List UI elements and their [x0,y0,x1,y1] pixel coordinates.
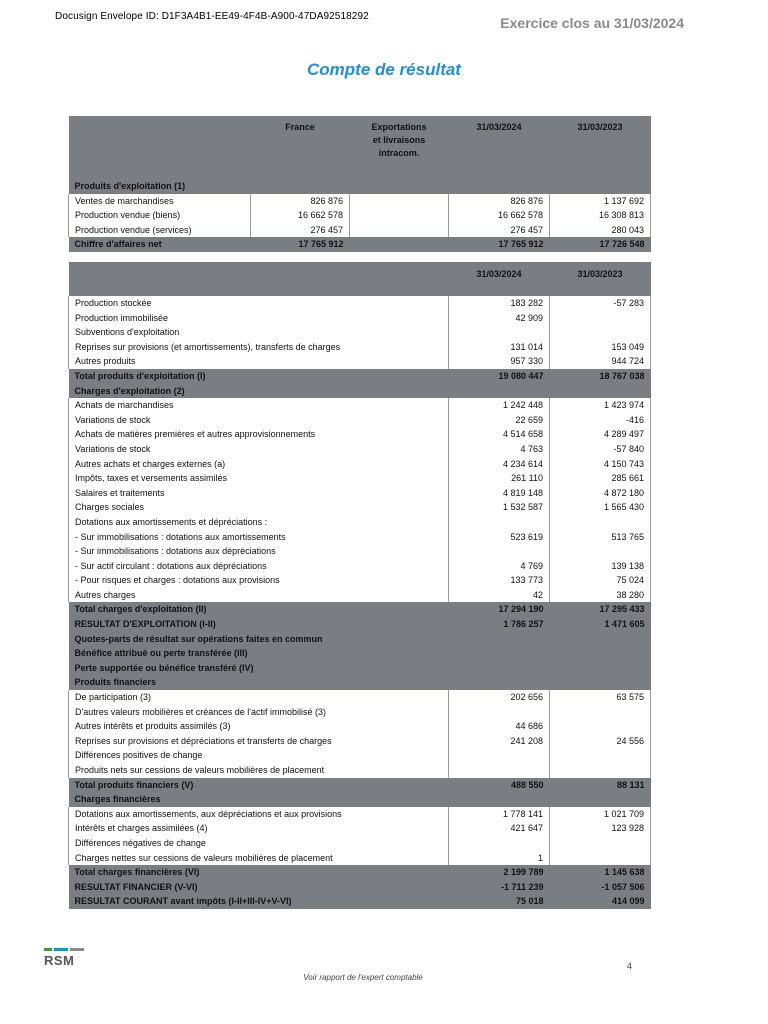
cell-2023 [550,179,651,194]
cell-2023: 1 565 430 [550,500,651,515]
table-row [69,544,651,559]
cell-2023: 17 726 548 [550,237,651,252]
table-row [69,807,651,822]
table-row [69,778,651,793]
table-row [69,486,651,501]
cell-2023: 1 145 638 [550,865,651,880]
cell-2024 [449,325,550,340]
row-label: Charges nettes sur cessions de valeurs mobilières de placement [69,851,449,866]
footer-note: Voir rapport de l'expert comptable [303,973,423,982]
page-number: 4 [627,961,633,971]
row-label: RESULTAT FINANCIER (V-VI) [69,880,449,895]
table-row [69,223,651,238]
table-row [69,588,651,603]
cell-2024 [449,705,550,720]
row-label: Perte supportée ou bénéfice transféré (IV) [69,661,449,676]
row-label: Achats de matières premières et autres approvisionnements [69,427,449,442]
cell-2023 [550,748,651,763]
cell-2024: 42 [449,588,550,603]
cell-2024: 202 656 [449,690,550,705]
cell-2023: 4 872 180 [550,486,651,501]
cell-2024: 1 778 141 [449,807,550,822]
cell-2024 [449,792,550,807]
cell-france: 16 662 578 [251,208,350,223]
cell-2023: 16 308 813 [550,208,651,223]
table-row [69,748,651,763]
cell-2024: 22 659 [449,413,550,428]
cell-2024: 826 876 [449,194,550,209]
row-label: Reprises sur provisions et dépréciations et transferts de charges [69,734,449,749]
cell-2024 [449,515,550,530]
row-label: De participation (3) [69,690,449,705]
table-row [69,821,651,836]
cell-2023 [550,675,651,690]
cell-2023: -1 057 506 [550,880,651,895]
cell-2024: 261 110 [449,471,550,486]
row-label: Total charges financières (VI) [69,865,449,880]
header-2024: 31/03/2024 [449,262,550,296]
cell-2023 [550,646,651,661]
cell-export [350,194,449,209]
cell-2023: 944 724 [550,354,651,369]
row-label: Charges financières [69,792,449,807]
cell-2023: 63 575 [550,690,651,705]
table-row [69,208,651,223]
row-label: Reprises sur provisions (et amortissements), transferts de charges [69,340,449,355]
cell-2023 [550,515,651,530]
row-label: Différences négatives de change [69,836,449,851]
row-label: Dotations aux amortissements, aux dépréciations et aux provisions [69,807,449,822]
revenue-table [68,116,651,252]
row-label: Ventes de marchandises [69,194,251,209]
cell-2024 [449,675,550,690]
cell-2023: 4 150 743 [550,457,651,472]
cell-2024 [449,544,550,559]
table-row [69,179,651,194]
table-row [69,471,651,486]
cell-2023: 123 928 [550,821,651,836]
cell-2024: 17 294 190 [449,602,550,617]
cell-2023 [550,661,651,676]
table-row [69,515,651,530]
cell-2023: 513 765 [550,530,651,545]
cell-2023 [550,325,651,340]
docusign-envelope-id: Docusign Envelope ID: D1F3A4B1-EE49-4F4B-A900-47DA92518292 [55,11,369,22]
cell-2024: 1 242 448 [449,398,550,413]
table-row [69,500,651,515]
table-row [69,865,651,880]
cell-2023 [550,311,651,326]
cell-2023: 88 131 [550,778,651,793]
cell-2023: 4 289 497 [550,427,651,442]
cell-2023: -416 [550,413,651,428]
cell-2023: 18 767 038 [550,369,651,384]
header-2023: 31/03/2023 [550,262,651,296]
cell-2023 [550,544,651,559]
cell-2024: 276 457 [449,223,550,238]
row-label: Impôts, taxes et versements assimilés [69,471,449,486]
cell-2024: 523 619 [449,530,550,545]
row-label: Production immobilisée [69,311,449,326]
row-label: Produits d'exploitation (1) [69,179,251,194]
cell-2024: 42 909 [449,311,550,326]
cell-2024: 1 532 587 [449,500,550,515]
cell-2024: 241 208 [449,734,550,749]
row-label: Variations de stock [69,442,449,457]
cell-2024 [449,836,550,851]
cell-2023: 153 049 [550,340,651,355]
row-label: - Sur actif circulant : dotations aux dépréciations [69,559,449,574]
cell-2023: 38 280 [550,588,651,603]
cell-2024 [449,384,550,399]
row-label: Quotes-parts de résultat sur opérations faites en commun [69,632,449,647]
table-row [69,427,651,442]
cell-2023: 24 556 [550,734,651,749]
cell-2024 [449,763,550,778]
cell-2024: 44 686 [449,719,550,734]
header-2024: 31/03/2024 [449,116,550,179]
table-row [69,413,651,428]
row-label: Autres produits [69,354,449,369]
table-row [69,632,651,647]
row-label: Total produits financiers (V) [69,778,449,793]
row-label: Produits financiers [69,675,449,690]
cell-2024: 183 282 [449,296,550,311]
row-label: Chiffre d'affaires net [69,237,251,252]
header-france: France [251,116,350,179]
cell-2023: 285 661 [550,471,651,486]
revenue-table-header [69,116,651,179]
row-label: Charges d'exploitation (2) [69,384,449,399]
row-label: Autres achats et charges externes (a) [69,457,449,472]
exercise-period: Exercice clos au 31/03/2024 [500,15,684,31]
cell-france: 276 457 [251,223,350,238]
income-table-header [69,262,651,296]
cell-2024: 957 330 [449,354,550,369]
table-row [69,675,651,690]
row-label: Dotations aux amortissements et dépréciations : [69,515,449,530]
income-statement-table [68,262,651,909]
table-row [69,851,651,866]
cell-2024 [449,748,550,763]
cell-2023 [550,851,651,866]
cell-2024: 421 647 [449,821,550,836]
header-label [69,262,449,296]
table-row [69,705,651,720]
cell-2023: 139 138 [550,559,651,574]
table-row [69,369,651,384]
table-row [69,457,651,472]
table-row [69,296,651,311]
cell-2024: 2 199 789 [449,865,550,880]
cell-france: 826 876 [251,194,350,209]
row-label: Intérêts et charges assimilées (4) [69,821,449,836]
table-row [69,661,651,676]
cell-2024: 1 786 257 [449,617,550,632]
cell-2023: 17 295 433 [550,602,651,617]
row-label: Production stockée [69,296,449,311]
cell-2023 [550,632,651,647]
cell-2024: 4 819 148 [449,486,550,501]
cell-2023: 1 471 605 [550,617,651,632]
row-label: D'autres valeurs mobilières et créances de l'actif immobilisé (3) [69,705,449,720]
table-row [69,734,651,749]
table-row [69,602,651,617]
logo-text: RSM [44,953,75,968]
cell-export [350,223,449,238]
cell-2024 [449,661,550,676]
cell-2023: 1 137 692 [550,194,651,209]
row-label: RESULTAT D'EXPLOITATION (I-II) [69,617,449,632]
cell-2023 [550,836,651,851]
cell-2023: 280 043 [550,223,651,238]
cell-export [350,237,449,252]
row-label: Bénéfice attribué ou perte transférée (III) [69,646,449,661]
header-2023: 31/03/2023 [550,116,651,179]
cell-2023 [550,792,651,807]
table-row [69,340,651,355]
cell-2024: 133 773 [449,573,550,588]
table-row [69,354,651,369]
table-row [69,573,651,588]
cell-2024: 75 018 [449,894,550,909]
cell-2024 [449,632,550,647]
row-label: Production vendue (biens) [69,208,251,223]
cell-2024: -1 711 239 [449,880,550,895]
cell-2024 [449,646,550,661]
table-row [69,763,651,778]
cell-france [251,179,350,194]
table-row [69,836,651,851]
table-row [69,792,651,807]
cell-2023: 1 423 974 [550,398,651,413]
table-row [69,325,651,340]
row-label: Autres charges [69,588,449,603]
header-label [69,116,251,179]
table-row [69,559,651,574]
row-label: Total produits d'exploitation (I) [69,369,449,384]
row-label: - Sur immobilisations : dotations aux amortissements [69,530,449,545]
row-label: Autres intérêts et produits assimilés (3) [69,719,449,734]
table-row [69,398,651,413]
cell-france: 17 765 912 [251,237,350,252]
row-label: - Pour risques et charges : dotations aux provisions [69,573,449,588]
row-label: Charges sociales [69,500,449,515]
cell-2023: -57 840 [550,442,651,457]
page-title: Compte de résultat [307,60,461,79]
row-label: Achats de marchandises [69,398,449,413]
table-row [69,894,651,909]
table-row [69,646,651,661]
table-row [69,880,651,895]
cell-2023 [550,384,651,399]
row-label: Produits nets sur cessions de valeurs mobilières de placement [69,763,449,778]
table-row [69,530,651,545]
cell-2024: 4 763 [449,442,550,457]
cell-2024: 19 080 447 [449,369,550,384]
cell-2024: 4 769 [449,559,550,574]
table-row [69,311,651,326]
cell-2024: 1 [449,851,550,866]
table-row [69,617,651,632]
table-row [69,690,651,705]
row-label: Subventions d'exploitation [69,325,449,340]
cell-export [350,208,449,223]
cell-2024: 488 550 [449,778,550,793]
table-row [69,237,651,252]
row-label: Variations de stock [69,413,449,428]
table-row [69,384,651,399]
rsm-logo [44,948,84,968]
cell-2024: 17 765 912 [449,237,550,252]
table-row [69,442,651,457]
cell-2023: 414 099 [550,894,651,909]
cell-2023: 75 024 [550,573,651,588]
table-row [69,194,651,209]
cell-2023 [550,763,651,778]
cell-2024: 4 234 614 [449,457,550,472]
row-label: Production vendue (services) [69,223,251,238]
header-exportations: Exportations et livraisons intracom. [350,116,449,179]
cell-2024: 16 662 578 [449,208,550,223]
row-label: Salaires et traitements [69,486,449,501]
cell-2024: 4 514 658 [449,427,550,442]
cell-2024 [449,179,550,194]
row-label: Différences positives de change [69,748,449,763]
cell-2023 [550,719,651,734]
row-label: RESULTAT COURANT avant impôts (I-II+III-IV+V-VI) [69,894,449,909]
cell-2023: -57 283 [550,296,651,311]
cell-export [350,179,449,194]
row-label: - Sur immobilisations : dotations aux dépréciations [69,544,449,559]
table-row [69,719,651,734]
cell-2023 [550,705,651,720]
logo-bars-icon [44,948,84,951]
row-label: Total charges d'exploitation (II) [69,602,449,617]
cell-2023: 1 021 709 [550,807,651,822]
cell-2024: 131 014 [449,340,550,355]
